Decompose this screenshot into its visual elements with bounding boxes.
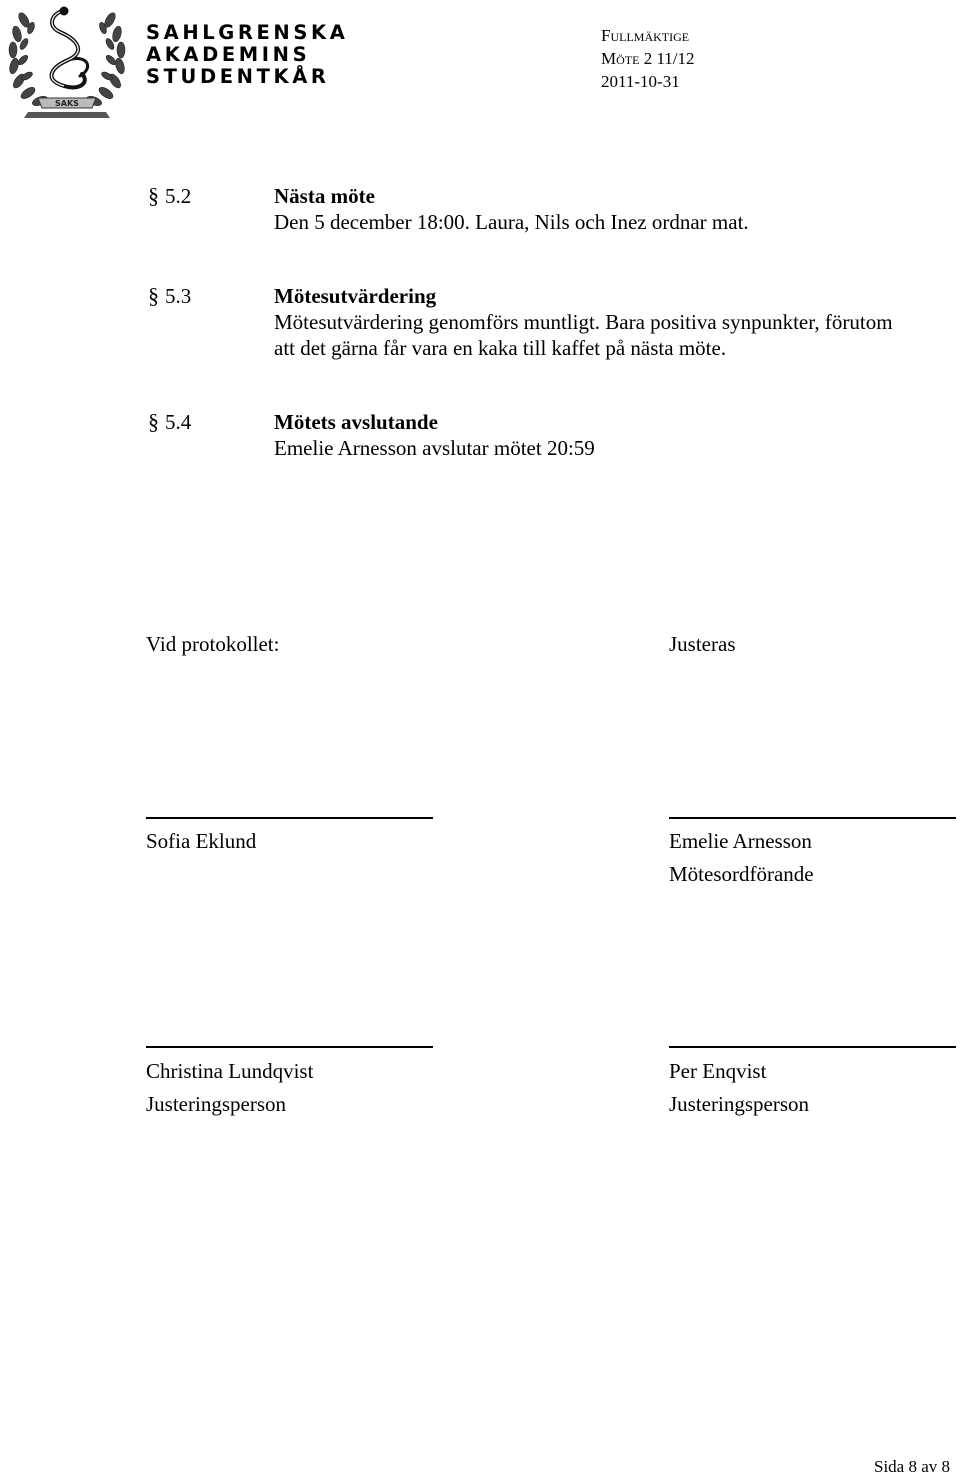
section-number: 5.4 bbox=[165, 410, 192, 434]
section-title: Mötesutvärdering bbox=[274, 284, 437, 308]
section-title: Mötets avslutande bbox=[274, 410, 438, 434]
org-line-2: AKADEMINS bbox=[146, 43, 311, 66]
org-line-1: SAHLGRENSKA bbox=[146, 21, 349, 44]
signature-line bbox=[669, 1046, 956, 1048]
signatory-adjuster-1 bbox=[146, 1055, 313, 1121]
section-number: 5.2 bbox=[165, 184, 192, 208]
section-text: Mötesutvärdering genomförs muntligt. Bara positiva synpunkter, förutom bbox=[274, 310, 893, 334]
signature-heading-left: Vid protokollet: bbox=[146, 632, 280, 656]
section-title: Nästa möte bbox=[274, 184, 375, 208]
signature-heading-right: Justeras bbox=[669, 632, 736, 656]
svg-text:§: § bbox=[148, 184, 159, 206]
signature-line bbox=[146, 817, 433, 819]
signatory-name: Per Enqvist bbox=[669, 1059, 767, 1083]
section-5-3 bbox=[274, 283, 893, 361]
document-type: Fullmäktige bbox=[601, 26, 690, 45]
meeting-number: Möte 2 11/12 bbox=[601, 49, 695, 68]
signatory-name: Emelie Arnesson bbox=[669, 829, 812, 853]
svg-text:§: § bbox=[148, 410, 159, 432]
signatory-adjuster-2 bbox=[669, 1055, 809, 1121]
section-text: Emelie Arnesson avslutar mötet 20:59 bbox=[274, 436, 595, 460]
organization-name bbox=[146, 22, 348, 88]
signatory-chair bbox=[669, 825, 814, 891]
section-icon bbox=[146, 410, 166, 432]
logo bbox=[2, 0, 132, 120]
section-5-4 bbox=[274, 409, 595, 461]
document-date: 2011-10-31 bbox=[601, 72, 680, 91]
snake-laurel-emblem-icon bbox=[2, 0, 132, 120]
section-number: 5.3 bbox=[165, 284, 192, 308]
page-number: Sida 8 av 8 bbox=[874, 1457, 951, 1476]
signatory-role: Justeringsperson bbox=[669, 1092, 809, 1116]
section-icon bbox=[146, 184, 166, 206]
signature-line bbox=[146, 1046, 433, 1048]
document-meta bbox=[601, 24, 695, 93]
signatory-role: Mötesordförande bbox=[669, 862, 814, 886]
org-line-3: STUDENTKÅR bbox=[146, 65, 330, 88]
section-icon bbox=[146, 284, 166, 306]
section-text: Den 5 december 18:00. Laura, Nils och Inez ordnar mat. bbox=[274, 210, 749, 234]
section-5-2 bbox=[274, 183, 749, 235]
signatory-role: Justeringsperson bbox=[146, 1092, 286, 1116]
signatory-secretary bbox=[146, 825, 256, 858]
svg-text:§: § bbox=[148, 284, 159, 306]
svg-text:SAKS: SAKS bbox=[55, 99, 79, 108]
signature-line bbox=[669, 817, 956, 819]
signatory-name: Christina Lundqvist bbox=[146, 1059, 314, 1083]
signatory-name: Sofia Eklund bbox=[146, 829, 257, 853]
section-text: att det gärna får vara en kaka till kaffet på nästa möte. bbox=[274, 336, 727, 360]
